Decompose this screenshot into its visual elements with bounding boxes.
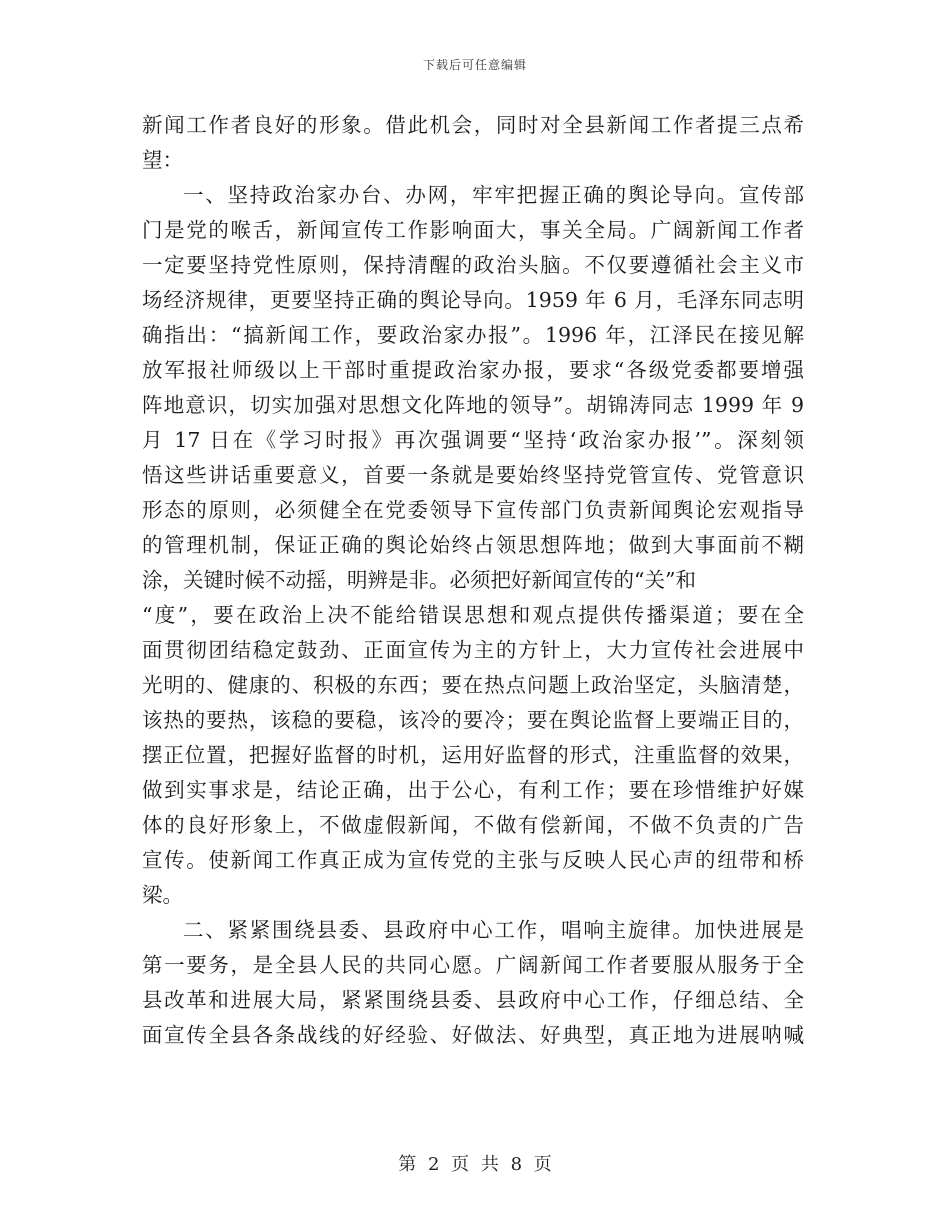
- text-line: 望：: [142, 148, 183, 172]
- text-line: 做到实事求是，结论正确，出于公心，有利工作；要在珍惜维护好媒: [142, 778, 804, 802]
- text-line: 面贯彻团结稳定鼓劲、正面宣传为主的方针上，大力宣传社会进展中: [142, 638, 804, 662]
- text-line: 宣传。使新闻工作真正成为宣传党的主张与反映人民心声的纽带和桥: [142, 848, 804, 872]
- text-line: 县改革和进展大局，紧紧围绕县委、县政府中心工作，仔细总结、全: [142, 988, 804, 1012]
- document-body: [142, 108, 804, 1053]
- text-line: 场经济规律，更要坚持正确的舆论导向。1959 年 6 月，毛泽东同志明: [142, 288, 804, 312]
- text-line: 确指出：“搞新闻工作，要政治家办报”。1996 年，江泽民在接见解: [142, 323, 804, 347]
- text-line: 涂，关键时候不动摇，明辨是非。必须把好新闻宣传的“关”和: [142, 568, 696, 592]
- paragraph-first-line: 二、紧紧围绕县委、县政府中心工作，唱响主旋律。加快进展是: [183, 918, 804, 942]
- text-line: “度”，要在政治上决不能给错误思想和观点提供传播渠道；要在全: [142, 603, 804, 627]
- text-line: 形态的原则，必须健全在党委领导下宣传部门负责新闻舆论宏观指导: [142, 498, 804, 522]
- text-line: 一定要坚持党性原则，保持清醒的政治头脑。不仅要遵循社会主义市: [142, 253, 804, 277]
- text-line: 门是党的喉舌，新闻宣传工作影响面大，事关全局。广阔新闻工作者: [142, 218, 804, 242]
- text-line: 摆正位置，把握好监督的时机，运用好监督的形式，注重监督的效果，: [142, 743, 804, 767]
- text-line: 阵地意识，切实加强对思想文化阵地的领导”。胡锦涛同志 1999 年 9: [142, 393, 804, 417]
- text-line: 面宣传全县各条战线的好经验、好做法、好典型，真正地为进展呐喊: [142, 1023, 804, 1047]
- text-line: 第一要务，是全县人民的共同心愿。广阔新闻工作者要服从服务于全: [142, 953, 804, 977]
- text-line: 光明的、健康的、积极的东西；要在热点问题上政治坚定，头脑清楚，: [142, 673, 804, 697]
- text-line: 该热的要热，该稳的要稳，该冷的要冷；要在舆论监督上要端正目的，: [142, 708, 804, 732]
- text-line: 放军报社师级以上干部时重提政治家办报，要求“各级党委都要增强: [142, 358, 804, 382]
- text-line: 月 17 日在《学习时报》再次强调要“坚持‘政治家办报’”。深刻领: [142, 428, 804, 452]
- text-line: 梁。: [142, 883, 183, 907]
- text-line: 的管理机制，保证正确的舆论始终占领思想阵地；做到大事面前不糊: [142, 533, 804, 557]
- paragraph-first-line: 一、坚持政治家办台、办网，牢牢把握正确的舆论导向。宣传部: [183, 183, 804, 207]
- text-line: 体的良好形象上，不做虚假新闻，不做有偿新闻，不做不负责的广告: [142, 813, 804, 837]
- page-header-note: 下载后可任意编辑: [422, 58, 527, 72]
- page-number: 第 2 页 共 8 页: [398, 1154, 552, 1175]
- text-line: 新闻工作者良好的形象。借此机会，同时对全县新闻工作者提三点希: [142, 113, 804, 137]
- text-line: 悟这些讲话重要意义，首要一条就是要始终坚持党管宣传、党管意识: [142, 463, 804, 487]
